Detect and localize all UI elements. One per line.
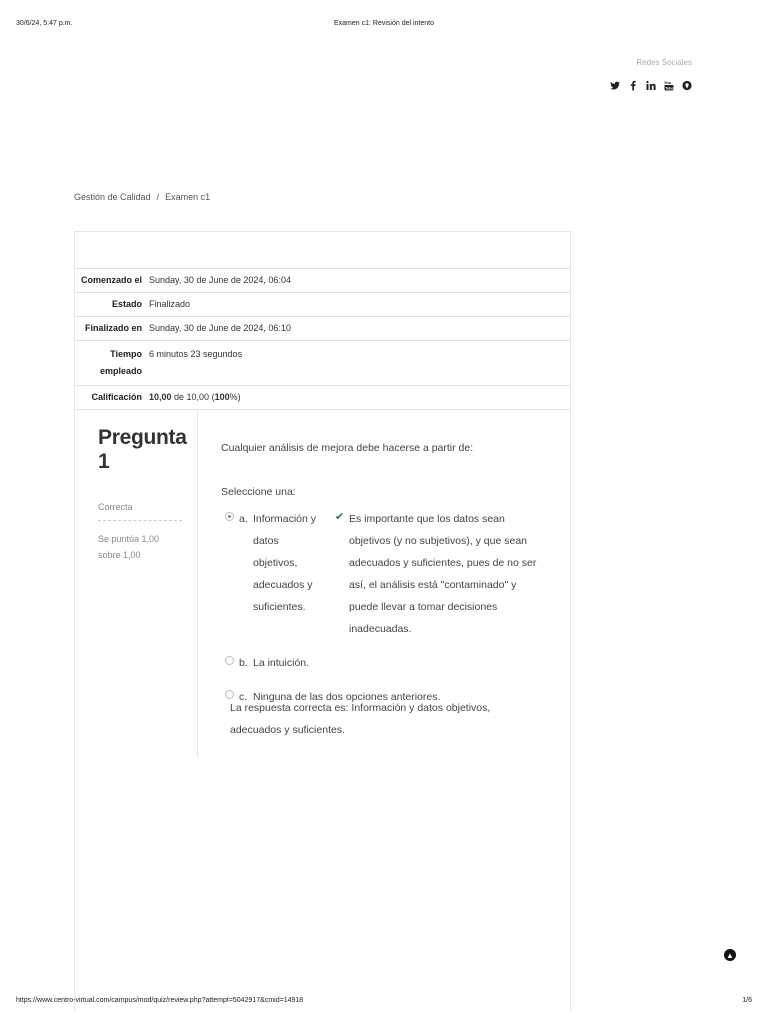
print-date: 30/6/24, 5:47 p.m. [16,20,73,27]
print-footer [16,997,752,1009]
summary-label: Calificación [91,392,142,402]
answer-prompt: Seleccione una: [221,486,296,498]
radio-button-checked[interactable] [225,512,234,521]
print-page-number: 1/6 [742,997,752,1004]
summary-value [142,386,241,409]
svg-text:Tube: Tube [665,85,674,90]
question-info [98,410,198,563]
site-logo[interactable] [78,55,162,105]
question-title: Pregunta 1 [98,426,187,473]
social-label: Redes Sociales [636,58,692,67]
radio-button[interactable] [225,656,234,665]
grade-percent: 100 [214,392,230,402]
attempt-summary-table [74,268,571,410]
location-icon[interactable] [682,79,692,91]
summary-label: Estado [111,299,142,309]
answer-feedback: Es importante que los datos sean objetivos (y no subjetivos), y que sean adecuados y suficientes, pues de no ser así, el análisis está "contaminado" y puede llevar a tomar decisiones inadecuadas. [349,513,537,635]
breadcrumb [74,192,210,202]
correct-answer-text: La respuesta correcta es: Información y datos objetivos, adecuados y suficientes. [230,702,491,736]
answer-text: Información y datos objetivos, adecuados y suficientes. [253,513,317,613]
answer-option-a[interactable] [221,508,551,640]
linkedin-icon[interactable] [646,79,656,91]
question-divider [197,410,198,758]
svg-text:You: You [664,79,672,85]
summary-value: 6 minutos 23 segundos [149,349,243,359]
summary-row-state [74,292,571,316]
breadcrumb-exam[interactable]: Examen c1 [165,192,211,202]
grade-score: 10,00 [149,392,172,402]
question-text: Cualquier análisis de mejora debe hacerse a partir de: [221,442,474,454]
grade-of: de 10,00 ( [171,392,215,402]
grade-close: %) [229,392,241,402]
print-title: Examen c1: Revisión del intento [334,20,434,27]
breadcrumb-course[interactable]: Gestión de Calidad [74,192,151,202]
summary-row-started [74,268,571,292]
answer-letter: b. [239,657,248,669]
facebook-icon[interactable] [628,79,638,91]
answer-text: Ninguna de las dos opciones anteriores. [253,691,441,703]
summary-row-finished [74,316,571,340]
summary-label: Comenzado el [80,275,142,285]
checkmark-icon: ✔ [335,511,345,523]
summary-value: Finalizado [149,299,191,309]
answer-letter: c. [239,691,248,703]
youtube-icon[interactable] [664,79,674,91]
question-content [221,442,551,720]
question-state: Correcta [98,502,182,521]
twitter-icon[interactable] [610,79,620,91]
summary-label: Tiempo empleado [99,349,142,376]
scroll-to-top-icon[interactable]: ▲ [724,949,736,961]
summary-value: Sunday, 30 de June de 2024, 06:04 [149,275,291,285]
print-url: https://www.centro-virtual.com/campus/mod/quiz/review.php?attempt=5042917&cmid=14918 [16,997,304,1004]
summary-row-time-taken [74,340,571,385]
social-links [610,58,692,91]
answer-option-b[interactable] [221,652,551,674]
question-grade: Se puntúa 1,00 sobre 1,00 [98,534,160,560]
summary-label: Finalizado en [84,323,142,333]
summary-row-grade [74,385,571,410]
summary-value: Sunday, 30 de June de 2024, 06:10 [149,323,291,333]
print-header [16,20,752,32]
breadcrumb-separator: / [156,192,160,202]
answer-text: La intuición. [253,657,310,669]
answer-letter: a. [239,513,248,525]
